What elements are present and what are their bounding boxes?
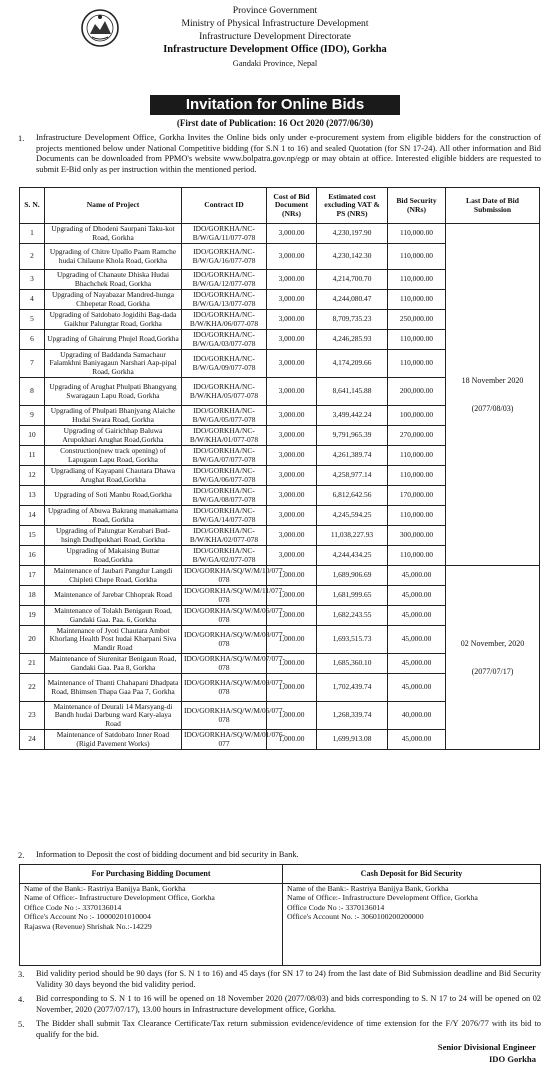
cell-security: 45,000.00 [388, 674, 446, 702]
cell-contract-id: IDO/GORKHA/SQ/W/M/10/077-078 [182, 566, 267, 586]
cell-security: 300,000.00 [388, 526, 446, 546]
cell-sn: 6 [20, 330, 45, 350]
cell-cost: 1,000.00 [267, 586, 317, 606]
cell-project-name: Upgrading of Baddanda Samachaur Falamkhni Baniyagaun Narshari Aap-pipal Road, Gorkha [45, 350, 182, 378]
cell-sn: 3 [20, 270, 45, 290]
last-date-cell [446, 566, 540, 750]
cell-project-name: Upgrading of Makaising Buttar Road,Gorkha [45, 546, 182, 566]
cell-security: 110,000.00 [388, 506, 446, 526]
cell-contract-id: IDO/GORKHA/NC-B/W/GA/03/077-078 [182, 330, 267, 350]
cell-project-name: Upgrading of Abuwa Bakrang manakamana Road, Gorkha [45, 506, 182, 526]
cell-security: 45,000.00 [388, 654, 446, 674]
cell-cost: 3,000.00 [267, 506, 317, 526]
col-sn: S. N. [20, 188, 45, 224]
cell-estimate: 4,230,142.30 [317, 244, 388, 270]
cell-cost: 3,000.00 [267, 290, 317, 310]
note-4-number: 4. [18, 995, 25, 1004]
col-estimate: Estimated cost excluding VAT & PS (NRS) [317, 188, 388, 224]
last-date-english: 18 November 2020 [461, 375, 524, 385]
cell-contract-id: IDO/GORKHA/NC-B/W/KHA/06/077-078 [182, 310, 267, 330]
cell-contract-id: IDO/GORKHA/SQ/W/M/01/076-077 [182, 730, 267, 750]
header-line-2: Ministry of Physical Infrastructure Development [181, 18, 369, 29]
cell-project-name: Upgrading of Phulpati Bhanjyang Alaiche Hudai Swara Road, Gorkha [45, 406, 182, 426]
cell-project-name: Upgrading of Palungtar Kerabari Bud-hsingh Dudhpokhari Road, Gorkha [45, 526, 182, 546]
bidding-document-title: For Purchasing Bidding Document [20, 865, 282, 884]
cell-project-name: Upgrading of Dhodeni Saurpani Taku-kot Road, Gorkha [45, 224, 182, 244]
cell-estimate: 4,258,977.14 [317, 466, 388, 486]
cell-security: 110,000.00 [388, 224, 446, 244]
cell-sn: 14 [20, 506, 45, 526]
cell-sn: 7 [20, 350, 45, 378]
cell-cost: 3,000.00 [267, 546, 317, 566]
left-code: Office Code No :- 3370136014 [24, 902, 122, 912]
cell-project-name: Upgradiang of Kayapani Chautara Dhawa Arughat Road,Gorkha [45, 466, 182, 486]
cell-contract-id: IDO/GORKHA/NC-B/W/GA/16/077-078 [182, 244, 267, 270]
col-security: Bid Security (NRs) [388, 188, 446, 224]
cell-project-name: Maintenance of Deurali 14 Marsyang-di Bandh hudai Darbung ward Kary-alaya Road [45, 702, 182, 730]
cell-estimate: 1,682,243.55 [317, 606, 388, 626]
cell-estimate: 1,689,906.69 [317, 566, 388, 586]
cell-security: 110,000.00 [388, 270, 446, 290]
cell-cost: 1,000.00 [267, 626, 317, 654]
deposit-number: 2. [18, 851, 25, 860]
cell-contract-id: IDO/GORKHA/NC-B/W/GA/12/077-078 [182, 270, 267, 290]
cell-estimate: 1,681,999.65 [317, 586, 388, 606]
cell-project-name: Maintenance of Jarebar Chhoprak Road [45, 586, 182, 606]
cell-security: 110,000.00 [388, 350, 446, 378]
left-account: Office's Account No :- 10000201010004 [24, 912, 151, 922]
cell-security: 45,000.00 [388, 626, 446, 654]
right-account: Office's Account No. :- 3060100200200000 [287, 912, 424, 922]
cell-cost: 3,000.00 [267, 446, 317, 466]
cell-contract-id: IDO/GORKHA/NC-B/W/GA/13/077-078 [182, 290, 267, 310]
note-3-text: Bid validity period should be 90 days (for S. N 1 to 16) and 45 days (for SN 17 to 24) from the last date of Bid Submission deadline and Bid Security Validity 30 days beyond the bid validity period. [36, 969, 541, 989]
page-title: Invitation for Online Bids [150, 95, 400, 115]
cell-contract-id: IDO/GORKHA/NC-B/W/GA/11/077-078 [182, 224, 267, 244]
cell-sn: 13 [20, 486, 45, 506]
cell-estimate: 1,685,360.10 [317, 654, 388, 674]
cell-security: 110,000.00 [388, 330, 446, 350]
cell-contract-id: IDO/GORKHA/NC-B/W/GA/08/077-078 [182, 486, 267, 506]
cell-project-name: Upgrading of Ghairung Phujel Road,Gorkha [45, 330, 182, 350]
cell-estimate: 6,812,642.56 [317, 486, 388, 506]
deposit-box [19, 864, 541, 966]
cell-sn: 11 [20, 446, 45, 466]
cell-sn: 16 [20, 546, 45, 566]
cell-security: 270,000.00 [388, 426, 446, 446]
cell-contract-id: IDO/GORKHA/SQ/W/M/05/077-078 [182, 702, 267, 730]
cell-contract-id: IDO/GORKHA/NC-B/W/GA/09/077-078 [182, 350, 267, 378]
cell-cost: 3,000.00 [267, 426, 317, 446]
publication-date: (First date of Publication: 16 Oct 2020 (2077/06/30) [176, 118, 374, 128]
intro-number: 1. [18, 134, 25, 143]
cell-contract-id: IDO/GORKHA/NC-B/W/KHA/05/077-078 [182, 378, 267, 406]
header-line-3: Infrastructure Development Directorate [199, 31, 351, 42]
cell-contract-id: IDO/GORKHA/NC-B/W/KHA/02/077-078 [182, 526, 267, 546]
header-line-1: Province Government [232, 5, 318, 16]
cell-project-name: Maintenance of Tolakh Benigaun Road, Gandaki Gaa. Paa. 6, Gorkha [45, 606, 182, 626]
right-code: Office Code No :- 3370136014 [287, 902, 385, 912]
cell-project-name: Upgrading of Satdobato Jogidihi Bag-dada Gaikhur Palungtar Road, Gorkha [45, 310, 182, 330]
cell-project-name: Upgrading of Gairichhap Baluwa Arupokhari Arughat Road,Gorkha [45, 426, 182, 446]
last-date-cell [446, 224, 540, 566]
cell-contract-id: IDO/GORKHA/SQ/W/M/06/077-078 [182, 606, 267, 626]
col-name: Name of Project [45, 188, 182, 224]
left-rajaswa: Rajaswa (Revenue) Shrishak No.:-14229 [24, 921, 152, 931]
bidding-document-deposit [20, 865, 283, 965]
cell-estimate: 4,261,389.74 [317, 446, 388, 466]
cell-sn: 4 [20, 290, 45, 310]
cell-sn: 1 [20, 224, 45, 244]
cell-security: 100,000.00 [388, 406, 446, 426]
cell-cost: 3,000.00 [267, 526, 317, 546]
cell-sn: 10 [20, 426, 45, 446]
cell-cost: 3,000.00 [267, 406, 317, 426]
cell-sn: 18 [20, 586, 45, 606]
cell-project-name: Maintenance of Thanti Chahapani Dhadpata Road, Bhimsen Thapa Gaa Paa 7, Gorkha [45, 674, 182, 702]
col-cost: Cost of Bid Document (NRs) [267, 188, 317, 224]
last-date-english: 02 November, 2020 [460, 638, 525, 648]
cell-cost: 3,000.00 [267, 310, 317, 330]
cell-cost: 3,000.00 [267, 270, 317, 290]
cell-project-name: Maintenance of Satdobato Inner Road (Rigid Pavement Works) [45, 730, 182, 750]
cell-sn: 9 [20, 406, 45, 426]
intro-paragraph: Infrastructure Development Office, Gorkha Invites the Online bids only under e-procurement system from eligible bidders for the construction of projects mentioned below under National Competitive bidding (for S.N 1 to 16) and sealed Quotation (for SN 17-24). All other information and Bid Documents can be downloaded from PPMO's website www.bolpatra.gov.np/egp or may obtain at office. Interested eligible bidders are requested to submit E-Bid only as per instruction within the mentioned period. [36, 133, 541, 174]
cell-contract-id: IDO/GORKHA/SQ/W/M/07/077-078 [182, 654, 267, 674]
cell-cost: 1,000.00 [267, 674, 317, 702]
signature-title: Senior Divisional Engineer [437, 1042, 536, 1052]
cell-contract-id: IDO/GORKHA/NC-B/W/GA/05/077-078 [182, 406, 267, 426]
cell-cost: 3,000.00 [267, 224, 317, 244]
cell-sn: 19 [20, 606, 45, 626]
cell-project-name: Maintenance of Jyoti Chautara Ambot Khorlang Health Post hudai Kharpani Siva Mandir Road [45, 626, 182, 654]
cell-security: 40,000.00 [388, 702, 446, 730]
cell-contract-id: IDO/GORKHA/NC-B/W/GA/06/077-078 [182, 466, 267, 486]
cell-security: 110,000.00 [388, 446, 446, 466]
cell-project-name: Upgrading of Soti Manbu Road,Gorkha [45, 486, 182, 506]
cell-estimate: 4,214,700.70 [317, 270, 388, 290]
office-location: Gandaki Province, Nepal [232, 59, 318, 68]
cell-contract-id: IDO/GORKHA/NC-B/W/GA/02/077-078 [182, 546, 267, 566]
cell-contract-id: IDO/GORKHA/NC-B/W/GA/14/077-078 [182, 506, 267, 526]
bid-security-title: Cash Deposit for Bid Security [283, 865, 540, 884]
cell-project-name: Maintenance of Jaubari Pangdur Langdi Chipleti Chepe Road, Gorkha [45, 566, 182, 586]
table-header-row [20, 188, 540, 224]
last-date-nepali: (2077/08/03) [471, 403, 514, 413]
cell-cost: 3,000.00 [267, 486, 317, 506]
bids-table [19, 187, 540, 750]
cell-sn: 12 [20, 466, 45, 486]
cell-project-name: Upgrading of Chitre Upallo Paam Ramche hudai Chilaune Khola Road, Gorkha [45, 244, 182, 270]
cell-project-name: Construction(new track opening) of Lapugaun Lapu Road, Gorkha [45, 446, 182, 466]
cell-security: 110,000.00 [388, 466, 446, 486]
cell-security: 45,000.00 [388, 566, 446, 586]
cell-estimate: 1,268,339.74 [317, 702, 388, 730]
deposit-intro: Information to Deposit the cost of bidding document and bid security in Bank. [36, 850, 299, 859]
cell-cost: 1,000.00 [267, 730, 317, 750]
cell-cost: 1,000.00 [267, 606, 317, 626]
cell-sn: 21 [20, 654, 45, 674]
cell-estimate: 4,244,434.25 [317, 546, 388, 566]
cell-estimate: 8,641,145.88 [317, 378, 388, 406]
cell-sn: 5 [20, 310, 45, 330]
cell-cost: 3,000.00 [267, 330, 317, 350]
left-office: Name of Office:- Infrastructure Development Office, Gorkha [24, 893, 215, 903]
cell-project-name: Upgrading of Arughat Phulpati Bhangyang Swaragaun Lapu Road, Gorkha [45, 378, 182, 406]
cell-cost: 1,000.00 [267, 654, 317, 674]
right-office: Name of Office:- Infrastructure Development Office, Gorkha [287, 893, 478, 903]
cell-estimate: 1,693,515.73 [317, 626, 388, 654]
cell-security: 45,000.00 [388, 730, 446, 750]
cell-sn: 15 [20, 526, 45, 546]
last-date-nepali: (2077/07/17) [471, 666, 514, 676]
cell-cost: 3,000.00 [267, 466, 317, 486]
cell-contract-id: IDO/GORKHA/NC-B/W/KHA/01/077-078 [182, 426, 267, 446]
cell-sn: 20 [20, 626, 45, 654]
col-contract: Contract ID [182, 188, 267, 224]
cell-estimate: 9,791,965.39 [317, 426, 388, 446]
cell-sn: 24 [20, 730, 45, 750]
note-4-text: Bid corresponding to S. N 1 to 16 will be opened on 18 November 2020 (2077/08/03) and bids corresponding to S. N 17 to 24 will be opened on 02 November, 2020 (2077/07/17), 13.00 hours in Infrastructure development office, Gorkha. [36, 994, 541, 1014]
cell-estimate: 4,245,594.25 [317, 506, 388, 526]
cell-security: 45,000.00 [388, 586, 446, 606]
cell-estimate: 4,230,197.90 [317, 224, 388, 244]
cell-estimate: 8,709,735.23 [317, 310, 388, 330]
bid-security-deposit [283, 865, 540, 965]
cell-project-name: Upgrading of Nayabazar Mandred-hunga Chhepetar Road, Gorkha [45, 290, 182, 310]
cell-cost: 3,000.00 [267, 244, 317, 270]
cell-sn: 8 [20, 378, 45, 406]
cell-contract-id: IDO/GORKHA/NC-B/W/GA/07/077-078 [182, 446, 267, 466]
cell-contract-id: IDO/GORKHA/SQ/W/M/11/077-078 [182, 586, 267, 606]
cell-estimate: 4,244,080.47 [317, 290, 388, 310]
note-3-number: 3. [18, 970, 25, 979]
cell-estimate: 4,174,209.66 [317, 350, 388, 378]
cell-estimate: 11,038,227.93 [317, 526, 388, 546]
cell-security: 110,000.00 [388, 244, 446, 270]
cell-sn: 22 [20, 674, 45, 702]
cell-cost: 3,000.00 [267, 378, 317, 406]
cell-security: 45,000.00 [388, 606, 446, 626]
cell-security: 110,000.00 [388, 546, 446, 566]
cell-estimate: 3,499,442.24 [317, 406, 388, 426]
cell-sn: 23 [20, 702, 45, 730]
cell-security: 200,000.00 [388, 378, 446, 406]
cell-estimate: 1,699,913.08 [317, 730, 388, 750]
cell-cost: 1,000.00 [267, 566, 317, 586]
cell-contract-id: IDO/GORKHA/SQ/W/M/09/077-078 [182, 674, 267, 702]
cell-cost: 3,000.00 [267, 350, 317, 378]
office-name: Infrastructure Development Office (IDO), Gorkha [163, 44, 387, 55]
col-last-date: Last Date of Bid Submission [446, 188, 540, 224]
left-bank: Name of the Bank:- Rastriya Banijya Bank, Gorkha [24, 884, 186, 893]
cell-estimate: 4,246,285.93 [317, 330, 388, 350]
note-5-number: 5. [18, 1020, 25, 1029]
table-row [20, 566, 540, 586]
right-bank: Name of the Bank:- Rastriya Banijya Bank, Gorkha [287, 884, 449, 893]
cell-contract-id: IDO/GORKHA/SQ/W/M/08/077-078 [182, 626, 267, 654]
cell-project-name: Upgrading of Chanaute Dhiska Hudai Bhachchek Road, Gorkha [45, 270, 182, 290]
cell-sn: 2 [20, 244, 45, 270]
table-row [20, 224, 540, 244]
cell-security: 250,000.00 [388, 310, 446, 330]
signature-office: IDO Gorkha [488, 1054, 536, 1064]
cell-cost: 1,000.00 [267, 702, 317, 730]
cell-security: 170,000.00 [388, 486, 446, 506]
cell-estimate: 1,702,439.74 [317, 674, 388, 702]
cell-project-name: Maintenance of Siurenitar Benigaun Road, Gandaki Gaa. Paa 8, Gorkha [45, 654, 182, 674]
cell-sn: 17 [20, 566, 45, 586]
note-5-text: The Bidder shall submit Tax Clearance Certificate/Tax return submission evidence/evidence of time extension for the F/Y 2076/77 with its bid to qualify for the bid. [36, 1019, 541, 1039]
cell-security: 110,000.00 [388, 290, 446, 310]
